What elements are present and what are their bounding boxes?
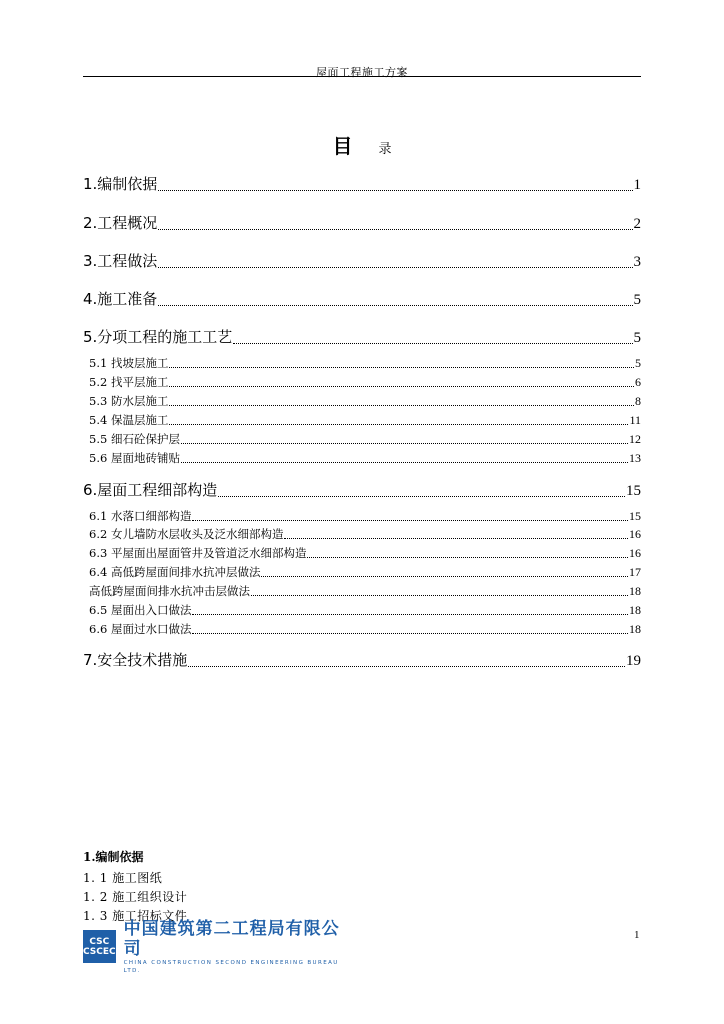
toc-leader-dots: [181, 462, 628, 463]
toc-entry-page: 2: [633, 216, 641, 232]
toc-entry[interactable]: [83, 393, 641, 409]
toc-entry-page: 12: [629, 432, 641, 446]
toc-entry-label: 5.4 保温层施工: [89, 413, 169, 427]
toc-leader-dots: [233, 343, 632, 344]
toc-entry-label: 5.5 细石砼保护层: [89, 432, 180, 446]
toc-entry[interactable]: [83, 431, 641, 447]
toc-entry-label: 高低跨屋面间排水抗冲击层做法: [89, 584, 250, 598]
toc-leader-dots: [261, 576, 628, 577]
toc-entry-label: 1.编制依据: [83, 175, 158, 193]
toc-entry-label: 5.1 找坡层施工: [89, 356, 169, 370]
company-logo-text: [124, 919, 341, 975]
toc-entry-label: 3.工程做法: [83, 252, 158, 270]
logo-mark-line: CSC: [89, 936, 110, 947]
header-rule: [83, 76, 641, 77]
company-name-cn: 中国建筑第二工程局有限公司: [123, 918, 340, 959]
toc-leader-dots: [158, 267, 632, 268]
toc-leader-dots: [218, 496, 625, 497]
toc-entry[interactable]: [83, 545, 641, 561]
toc-entry-label: 2.工程概况: [83, 214, 158, 232]
toc-entry-page: 16: [629, 527, 641, 541]
toc-entry-page: 5: [635, 356, 641, 370]
toc-entry-page: 18: [629, 603, 641, 617]
page-number: 1: [634, 929, 640, 941]
toc-entry[interactable]: [83, 649, 641, 670]
toc-entry[interactable]: [83, 508, 641, 524]
section-heading: 1.编制依据: [83, 850, 144, 864]
toc-entry[interactable]: [83, 479, 641, 500]
toc-leader-dots: [192, 633, 628, 634]
toc-entry[interactable]: [83, 250, 641, 271]
toc-entry-page: 3: [633, 254, 641, 270]
toc-leader-dots: [169, 405, 634, 406]
section-item: 1. 2 施工组织设计: [83, 890, 188, 904]
section-item: 1. 3 施工招标文件: [83, 909, 188, 923]
toc-leader-dots: [307, 557, 628, 558]
logo-mark-line: CSCEC: [83, 946, 116, 957]
toc-leader-dots: [251, 595, 628, 596]
toc-entry[interactable]: [83, 355, 641, 371]
page-header-title: 屋面工程施工方案: [316, 66, 408, 79]
toc-entry-page: 5: [633, 330, 641, 346]
company-logo: [83, 918, 341, 974]
toc-entry-page: 19: [626, 653, 641, 669]
toc-entry-page: 15: [626, 483, 641, 499]
toc-entry[interactable]: [83, 288, 641, 309]
toc-entry-page: 1: [633, 177, 641, 193]
toc-leader-dots: [284, 538, 628, 539]
toc-entry-page: 8: [635, 394, 641, 408]
toc-entry-page: 18: [629, 622, 641, 636]
toc-entry[interactable]: [83, 621, 641, 637]
toc-entry[interactable]: [83, 564, 641, 580]
section-item: 1. 1 施工图纸: [83, 871, 163, 885]
toc-entry-page: 11: [629, 413, 641, 427]
toc-leader-dots: [158, 305, 632, 306]
toc-entry-label: 5.2 找平层施工: [89, 375, 169, 389]
toc-entry-label: 6.2 女儿墙防水层收头及泛水细部构造: [89, 527, 284, 541]
toc-entry-label: 6.3 平屋面出屋面管井及管道泛水细部构造: [89, 546, 307, 560]
toc-entry-page: 18: [629, 584, 641, 598]
toc-entry-page: 15: [629, 509, 641, 523]
company-logo-icon: [83, 930, 116, 963]
toc-entry-label: 5.6 屋面地砖铺贴: [89, 451, 180, 465]
toc-entry-page: 13: [629, 451, 641, 465]
toc-entry[interactable]: [83, 602, 641, 618]
toc-entry-label: 7.安全技术措施: [83, 651, 188, 669]
toc-entry-label: 6.屋面工程细部构造: [83, 481, 218, 499]
toc-entry-label: 4.施工准备: [83, 290, 158, 308]
toc-entry-page: 6: [635, 375, 641, 389]
toc-leader-dots: [169, 367, 634, 368]
toc-entry[interactable]: [83, 326, 641, 347]
toc-entry-label: 6.5 屋面出入口做法: [89, 603, 192, 617]
toc-entry[interactable]: [83, 450, 641, 466]
toc-title-secondary: 录: [378, 142, 392, 157]
toc-entry[interactable]: [83, 526, 641, 542]
toc-leader-dots: [158, 229, 632, 230]
toc-entry-label: 6.1 水落口细部构造: [89, 509, 192, 523]
toc-entry[interactable]: [83, 173, 641, 194]
toc-entry-page: 5: [633, 292, 641, 308]
toc-leader-dots: [192, 614, 628, 615]
toc-entry-label: 6.4 高低跨屋面间排水抗冲层做法: [89, 565, 261, 579]
toc-entry-page: 16: [629, 546, 641, 560]
toc-entry-label: 5.分项工程的施工工艺: [83, 328, 233, 346]
toc-entry[interactable]: [83, 212, 641, 233]
toc-leader-dots: [192, 520, 628, 521]
toc-title: [0, 130, 724, 159]
toc-entry-label: 5.3 防水层施工: [89, 394, 169, 408]
company-name-en: CHINA CONSTRUCTION SECOND ENGINEERING BUREAU LTD.: [123, 959, 339, 974]
toc-leader-dots: [169, 424, 628, 425]
toc-leader-dots: [181, 443, 628, 444]
toc-entry[interactable]: [83, 412, 641, 428]
toc-entry[interactable]: [83, 583, 641, 599]
toc-title-main: 目: [332, 134, 353, 158]
toc-entry-label: 6.6 屋面过水口做法: [89, 622, 192, 636]
toc-leader-dots: [188, 666, 625, 667]
toc-entry-page: 17: [629, 565, 641, 579]
toc-leader-dots: [169, 386, 634, 387]
toc-leader-dots: [158, 190, 632, 191]
toc-entry[interactable]: [83, 374, 641, 390]
